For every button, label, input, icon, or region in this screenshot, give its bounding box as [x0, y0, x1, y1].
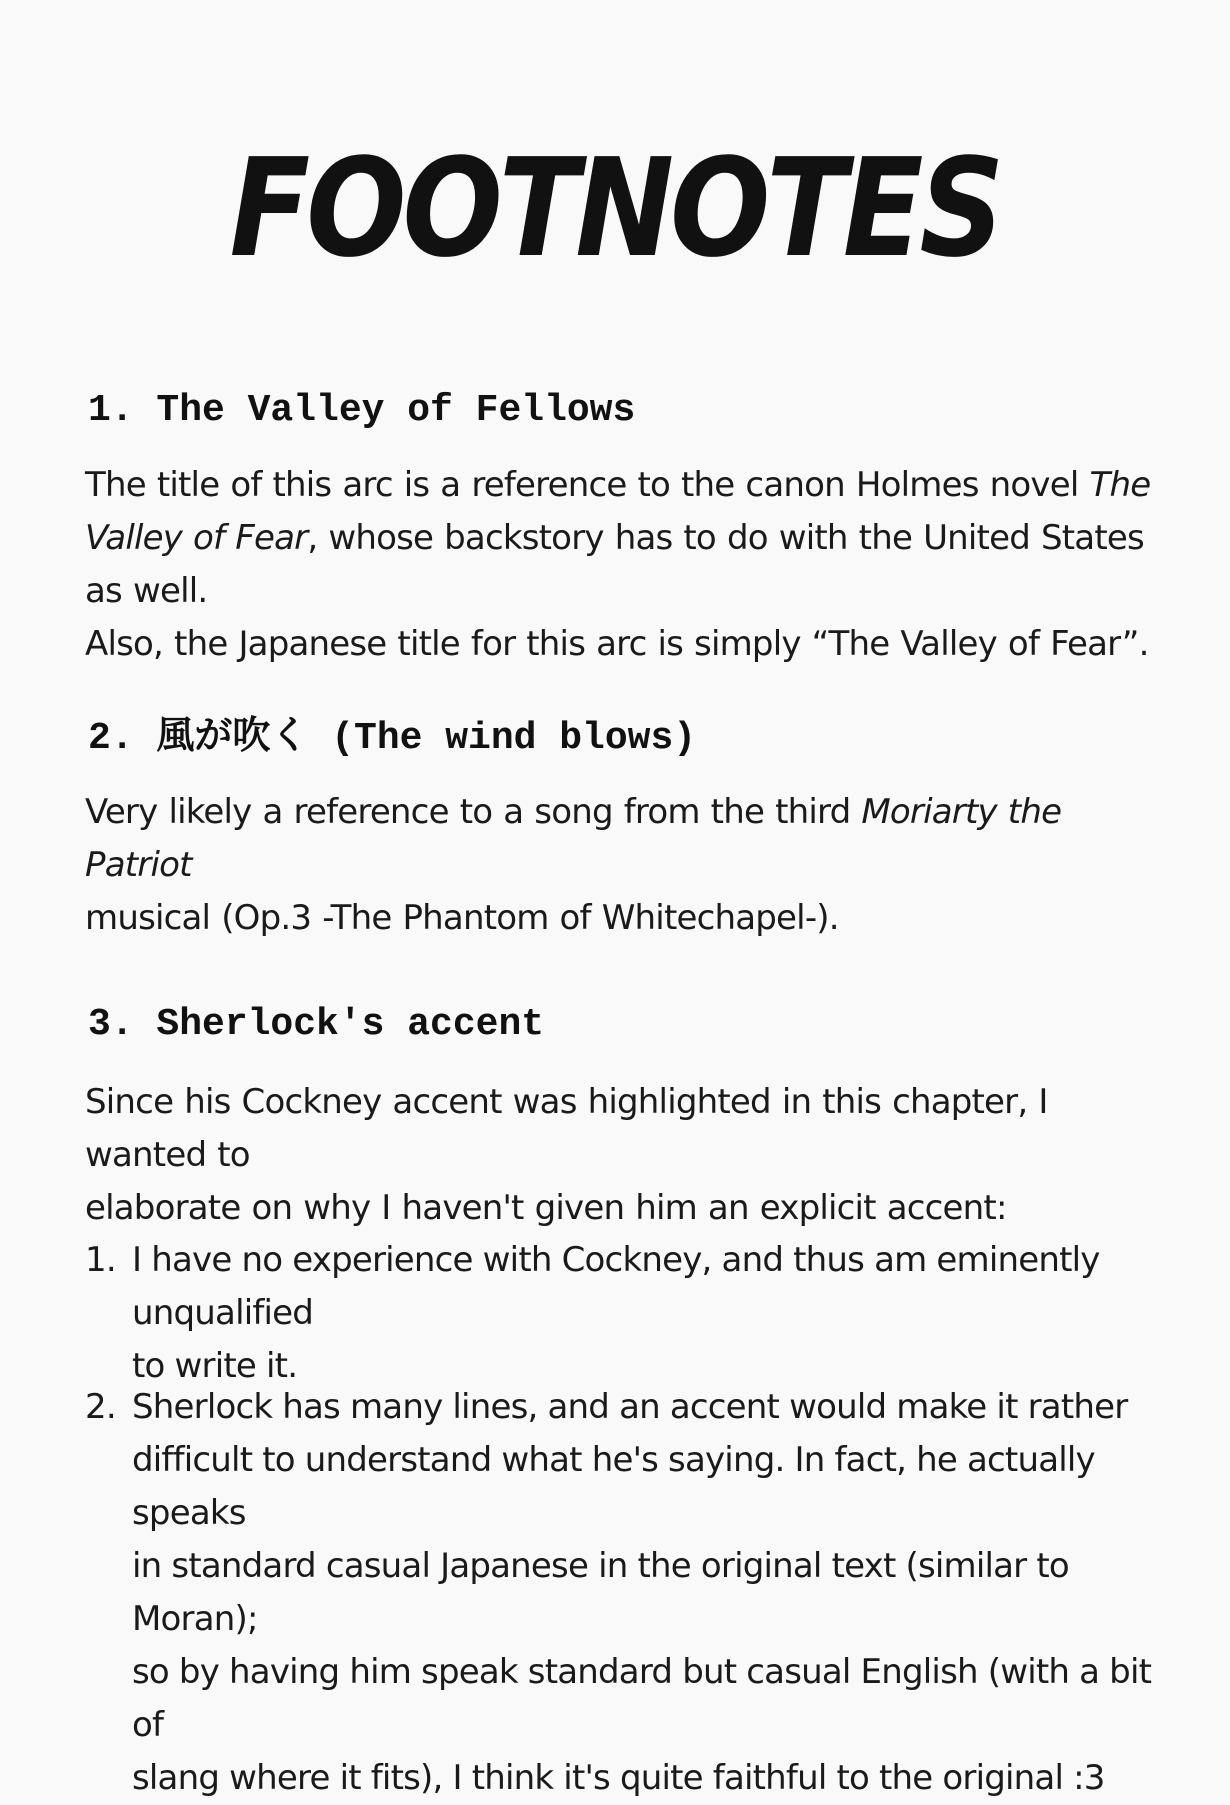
footnote-2-body-part-3: musical (Op.3 -The Phantom of Whitechapel-).: [85, 898, 839, 938]
list-item-number: 1.: [85, 1240, 116, 1280]
footnote-1-body-part-3: , whose backstory has to do with the United States as well. Also, the Japanese title for this arc is simply “The Valley of Fear”.: [85, 518, 1149, 664]
footnote-3-intro: Since his Cockney accent was highlighted in this chapter, I wanted to elaborate on why I haven't given him an explicit accent:: [85, 1082, 1048, 1228]
footnote-2-heading: 2. 風が吹く (The wind blows): [88, 717, 697, 760]
footnote-1-body: [85, 459, 1165, 671]
list-item-text: I have no experience with Cockney, and thus am eminently unqualified to write it.: [132, 1240, 1100, 1386]
page-title: FOOTNOTES: [229, 128, 1001, 288]
list-item-number: 2.: [85, 1387, 116, 1427]
footnote-1-heading: 1. The Valley of Fellows: [88, 389, 636, 432]
list-item: [85, 1381, 1165, 1805]
list-item-text: Sherlock has many lines, and an accent would make it rather difficult to understand what he's saying. In fact, he actually speaks in standard casual Japanese in the original text (similar to Moran); so by having him speak standard but casual English (with a bit of slang where it fits), I think it's quite faithful to the original :3: [132, 1387, 1152, 1798]
footnote-3-heading: 3. Sherlock's accent: [88, 1003, 545, 1046]
footnote-2-body-part-1: Very likely a reference to a song from the third: [85, 792, 862, 832]
footnote-1-novel-title: The Valley of Fear: [85, 465, 1151, 558]
footnote-1-body-part-1: The title of this arc is a reference to the canon Holmes novel: [85, 465, 1090, 505]
footnote-2-series-title: Moriarty the Patriot: [85, 792, 1062, 885]
list-item: [85, 1234, 1165, 1393]
footnote-2-body: [85, 786, 1165, 945]
